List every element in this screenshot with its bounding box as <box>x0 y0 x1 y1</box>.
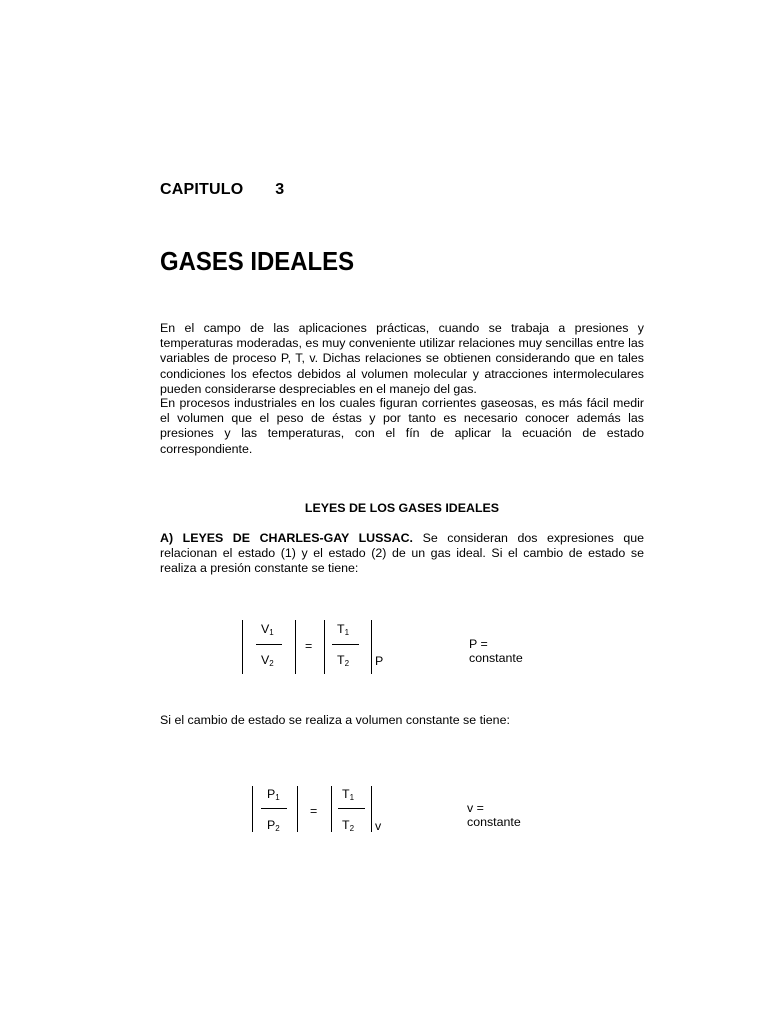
left-numerator: $P_1$ <box>267 787 280 802</box>
right-numerator: $T_1$ <box>342 787 355 802</box>
bracket-left-close <box>295 620 296 674</box>
law-heading: A) LEYES DE CHARLES-GAY LUSSAC. <box>160 531 414 545</box>
bracket-right-open <box>324 620 325 674</box>
right-denominator: $T_2$ <box>337 653 350 668</box>
intro-paragraph: En el campo de las aplicaciones prácticas, cuando se trabaja a presiones y temperaturas moderadas, es muy conveniente utilizar relaciones muy sencillas entre las variables de proceso P, T, v. Dichas relaciones se obtienen considerando que en tales condiciones los efectos debidos al volumen molecular y atracciones intermoleculares pueden considerarse despreciables en el manejo del gas. <box>160 321 644 396</box>
volume-constant-paragraph: Si el cambio de estado se realiza a volumen constante se tiene: <box>160 713 510 727</box>
equation-subscript-var: v <box>375 819 382 833</box>
bracket-left-open <box>242 620 243 674</box>
section-heading: LEYES DE LOS GASES IDEALES <box>304 501 500 515</box>
condition-label: P = constante <box>469 637 523 665</box>
equals-sign: = <box>305 639 313 653</box>
page-title: GASES IDEALES <box>160 246 355 276</box>
left-fraction-line <box>261 808 287 809</box>
right-numerator: $T_1$ <box>337 622 350 637</box>
bracket-left-close <box>297 786 298 832</box>
condition-label: v = constante <box>467 801 521 829</box>
bracket-right-close <box>371 620 372 674</box>
right-denominator: $T_2$ <box>342 818 355 833</box>
bracket-left-open <box>252 786 253 832</box>
left-fraction-line <box>256 644 282 645</box>
equals-sign: = <box>310 804 318 818</box>
chapter-label: CAPITULO 3 <box>160 181 285 198</box>
left-numerator: $V_1$ <box>261 622 274 637</box>
bracket-right-close <box>371 786 372 832</box>
equation-subscript-var: P <box>375 654 384 668</box>
bracket-right-open <box>331 786 332 832</box>
second-paragraph: En procesos industriales en los cuales figuran corrientes gaseosas, es más fácil medir el volumen que el peso de éstas y por tanto es necesario conocer además las presiones y las temperaturas, con el fín de aplicar la ecuación de estado correspondiente. <box>160 396 644 456</box>
right-fraction-line <box>332 644 359 645</box>
right-fraction-line <box>338 808 365 809</box>
charles-gay-lussac-paragraph <box>160 531 644 577</box>
left-denominator: $V_2$ <box>261 653 274 668</box>
law-description: Se consideran dos expresiones que relacionan el estado (1) y el estado (2) de un gas ideal. Si el cambio de estado se realiza a presión constante se tiene: <box>160 531 645 576</box>
left-denominator: $P_2$ <box>267 818 280 833</box>
